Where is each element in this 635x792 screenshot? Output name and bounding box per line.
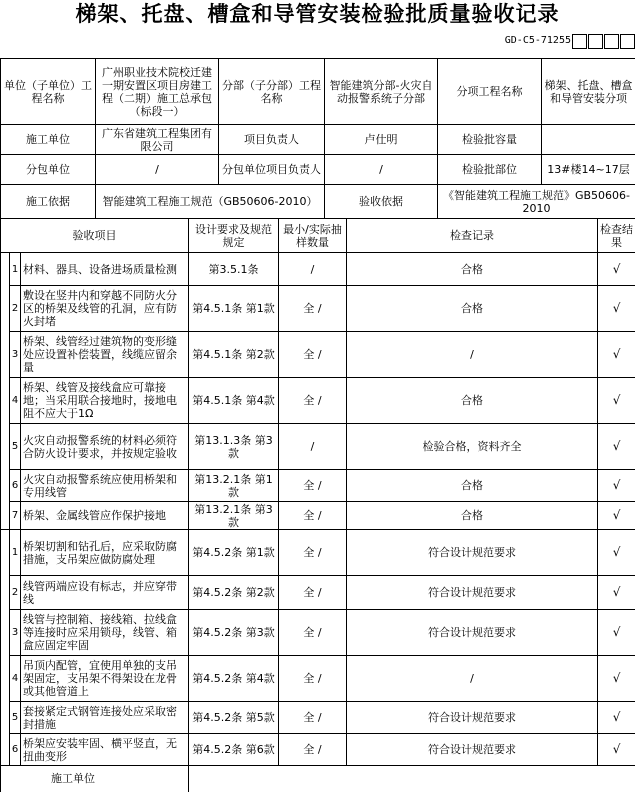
check-result: √: [598, 253, 635, 286]
footer-empty: [189, 766, 635, 792]
row-number: 1: [10, 253, 21, 286]
sample-count: 全 /: [279, 610, 347, 656]
general-row: [1, 576, 635, 610]
main-control-row: [1, 470, 635, 502]
batch-capacity-label: 检验批容量: [438, 125, 542, 155]
batch-capacity-value: [542, 125, 635, 155]
requirement: 第4.5.2条 第5款: [189, 702, 279, 734]
check-result: √: [598, 332, 635, 378]
sample-count: 全 /: [279, 530, 347, 576]
sub-division-label: 分部（子分部）工程名称: [219, 59, 325, 125]
item-text: 材料、器具、设备进场质量检测: [21, 253, 189, 286]
sub-item-label: 分项工程名称: [438, 59, 542, 125]
requirement: 第13.2.1条 第1款: [189, 470, 279, 502]
item-text: 吊顶内配管，宜使用单独的支吊架固定，支吊架不得架设在龙骨或其他管道上: [21, 656, 189, 702]
general-row: [1, 702, 635, 734]
row-number: 2: [10, 576, 21, 610]
item-text: 线管与控制箱、接线箱、拉线盒等连接时应采用锁母，线管、箱盒应固定牢固: [21, 610, 189, 656]
check-result: √: [598, 424, 635, 470]
row-number: 6: [10, 734, 21, 766]
check-record: 合格: [347, 286, 598, 332]
check-result: √: [598, 734, 635, 766]
item-text: 桥架、线管经过建筑物的变形缝处应设置补偿装置，线缆应留余量: [21, 332, 189, 378]
sub-division-value: 智能建筑分部-火灾自动报警系统子分部: [325, 59, 438, 125]
batch-location-value: 13#楼14~17层: [542, 155, 635, 185]
row-number: 3: [10, 332, 21, 378]
check-result: √: [598, 656, 635, 702]
check-record: 检验合格，资料齐全: [347, 424, 598, 470]
subcontractor-value: /: [96, 155, 219, 185]
batch-location-label: 检验批部位: [438, 155, 542, 185]
page-title: 梯架、托盘、槽盒和导管安装检验批质量验收记录: [0, 0, 635, 30]
check-result: √: [598, 610, 635, 656]
sub-pm-label: 分包单位项目负责人: [219, 155, 325, 185]
row-number: 4: [10, 656, 21, 702]
main-control-row: [1, 253, 635, 286]
sample-count: 全 /: [279, 286, 347, 332]
general-row: [1, 734, 635, 766]
requirement: 第13.2.1条 第3款: [189, 502, 279, 530]
requirement: 第3.5.1条: [189, 253, 279, 286]
sample-count: 全 /: [279, 656, 347, 702]
check-result: √: [598, 530, 635, 576]
item-text: 线管两端应设有标志，并应穿带线: [21, 576, 189, 610]
main-control-row: [1, 378, 635, 424]
construction-basis-value: 智能建筑工程施工规范（GB50606-2010）: [96, 185, 325, 219]
col-result-header: 检查结果: [598, 219, 635, 253]
check-record: 合格: [347, 502, 598, 530]
contractor-value: 广东省建筑工程集团有限公司: [96, 125, 219, 155]
check-result: √: [598, 286, 635, 332]
check-record: 符合设计规范要求: [347, 702, 598, 734]
code-box: [588, 34, 603, 49]
check-record: /: [347, 332, 598, 378]
check-record: 符合设计规范要求: [347, 576, 598, 610]
sub-pm-value: /: [325, 155, 438, 185]
check-record: 符合设计规范要求: [347, 610, 598, 656]
form-code: [505, 32, 635, 50]
row-number: 3: [10, 610, 21, 656]
requirement: 第4.5.2条 第2款: [189, 576, 279, 610]
general-row: [1, 530, 635, 576]
requirement: 第4.5.1条 第1款: [189, 286, 279, 332]
code-box: [572, 34, 587, 49]
col-record-header: 检查记录: [347, 219, 598, 253]
main-control-row: [1, 286, 635, 332]
sample-count: 全 /: [279, 734, 347, 766]
contractor-label: 施工单位: [1, 125, 96, 155]
item-text: 桥架应安装牢固、横平竖直，无扭曲变形: [21, 734, 189, 766]
subcontractor-label: 分包单位: [1, 155, 96, 185]
item-text: 桥架、金属线管应作保护接地: [21, 502, 189, 530]
item-text: 火灾自动报警系统的材料必须符合防火设计要求，并按规定验收: [21, 424, 189, 470]
main-control-row: [1, 502, 635, 530]
row-number: 5: [10, 702, 21, 734]
sample-count: 全 /: [279, 378, 347, 424]
check-result: √: [598, 702, 635, 734]
check-result: √: [598, 378, 635, 424]
row-number: 2: [10, 286, 21, 332]
main-control-row: [1, 332, 635, 378]
requirement: 第4.5.2条 第6款: [189, 734, 279, 766]
general-group-cell: [1, 530, 10, 766]
requirement: 第4.5.2条 第3款: [189, 610, 279, 656]
requirement: 第4.5.2条 第4款: [189, 656, 279, 702]
general-items: [1, 530, 635, 766]
item-text: 敷设在竖井内和穿越不同防火分区的桥架及线管的孔洞，应有防火封堵: [21, 286, 189, 332]
sample-count: 全 /: [279, 702, 347, 734]
main-control-row: [1, 424, 635, 470]
check-record: 合格: [347, 253, 598, 286]
general-row: [1, 610, 635, 656]
sample-count: /: [279, 424, 347, 470]
item-text: 桥架、线管及接线盒应可靠接地；当采用联合接地时，接地电阻不应大于1Ω: [21, 378, 189, 424]
project-manager-label: 项目负责人: [219, 125, 325, 155]
form-code-text: GD-C5-71255: [505, 32, 571, 50]
row-number: 6: [10, 470, 21, 502]
col-sample-header: 最小/实际抽样数量: [279, 219, 347, 253]
sample-count: 全 /: [279, 502, 347, 530]
code-box: [620, 34, 635, 49]
check-record: 符合设计规范要求: [347, 530, 598, 576]
check-record: 符合设计规范要求: [347, 734, 598, 766]
check-result: √: [598, 576, 635, 610]
sub-item-value: 梯架、托盘、槽盒和导管安装分项: [542, 59, 635, 125]
item-text: 火灾自动报警系统应使用桥架和专用线管: [21, 470, 189, 502]
general-row: [1, 656, 635, 702]
row-number: 4: [10, 378, 21, 424]
row-number: 1: [10, 530, 21, 576]
check-result: √: [598, 470, 635, 502]
col-item-header: 验收项目: [1, 219, 189, 253]
sample-count: /: [279, 253, 347, 286]
check-result: √: [598, 502, 635, 530]
main-control-group-cell: [1, 253, 10, 530]
requirement: 第4.5.1条 第4款: [189, 378, 279, 424]
col-req-header: 设计要求及规范规定: [189, 219, 279, 253]
acceptance-basis-label: 验收依据: [325, 185, 438, 219]
requirement: 第4.5.1条 第2款: [189, 332, 279, 378]
row-number: 5: [10, 424, 21, 470]
construction-basis-label: 施工依据: [1, 185, 96, 219]
sample-count: 全 /: [279, 470, 347, 502]
code-box: [604, 34, 619, 49]
inspection-table: [0, 218, 635, 792]
main-control-items: [1, 253, 635, 530]
header-table: [0, 58, 635, 219]
sample-count: 全 /: [279, 576, 347, 610]
item-text: 桥架切割和钻孔后，应采取防腐措施，支吊架应做防腐处理: [21, 530, 189, 576]
check-record: 合格: [347, 378, 598, 424]
project-manager-value: 卢仕明: [325, 125, 438, 155]
check-record: /: [347, 656, 598, 702]
check-record: 合格: [347, 470, 598, 502]
item-text: 套接紧定式钢管连接处应采取密封措施: [21, 702, 189, 734]
sample-count: 全 /: [279, 332, 347, 378]
requirement: 第4.5.2条 第1款: [189, 530, 279, 576]
unit-name-value: 广州职业技术院校迁建一期安置区项目房建工程（二期）施工总承包（标段一）: [96, 59, 219, 125]
requirement: 第13.1.3条 第3款: [189, 424, 279, 470]
row-number: 7: [10, 502, 21, 530]
unit-name-label: 单位（子单位）工程名称: [1, 59, 96, 125]
footer-unit-label: 施工单位: [1, 766, 189, 792]
acceptance-basis-value: 《智能建筑工程施工规范》GB50606-2010: [438, 185, 635, 219]
